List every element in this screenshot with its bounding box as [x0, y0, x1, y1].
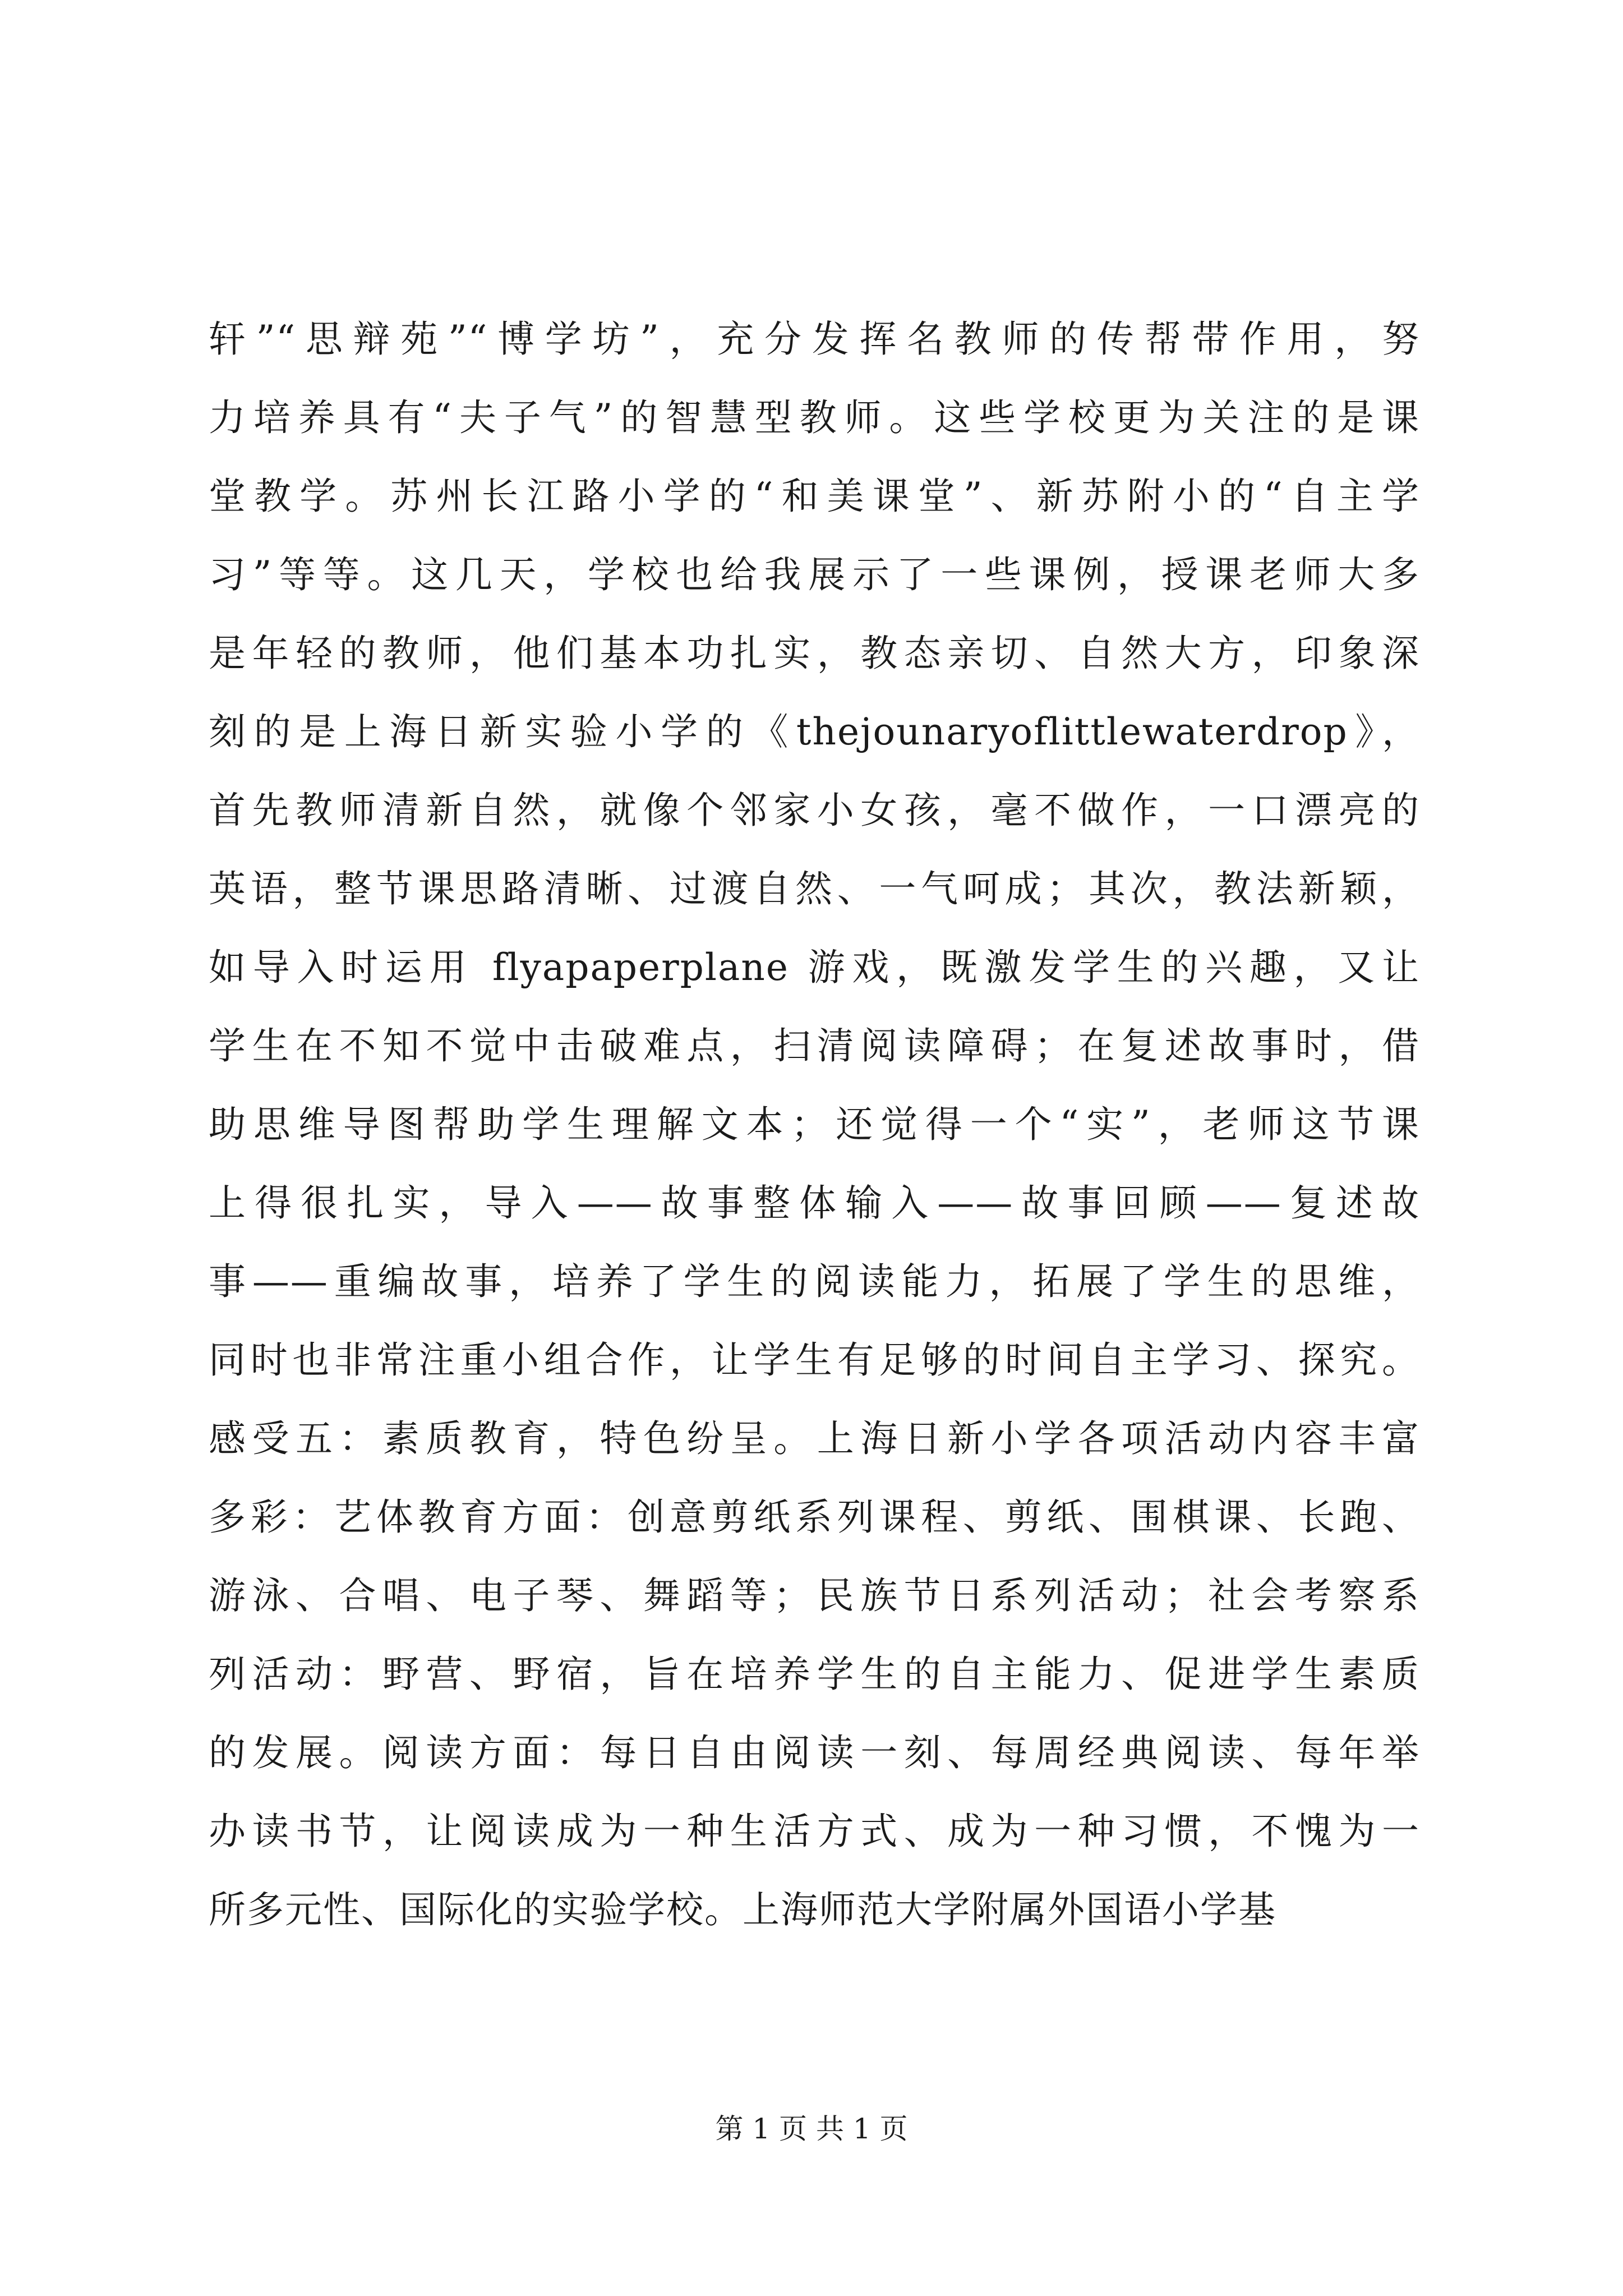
text-line: 同时也非常注重小组合作，让学生有足够的时间自主学习、探究。 [209, 1338, 1420, 1382]
page-footer: 第 1 页 共 1 页 [715, 2113, 908, 2145]
text-line: 刻的是上海日新实验小学的《thejounaryoflittlewaterdrop》， [209, 710, 1420, 753]
text-line: 游泳、合唱、电子琴、舞蹈等；民族节日系列活动；社会考察系 [209, 1574, 1420, 1617]
text-line: 感受五：素质教育，特色纷呈。上海日新小学各项活动内容丰富 [209, 1417, 1420, 1460]
body-text [209, 300, 1420, 1949]
text-line: 多彩：艺体教育方面：创意剪纸系列课程、剪纸、围棋课、长跑、 [209, 1496, 1420, 1539]
text-line: 轩”“思辩苑”“博学坊”，充分发挥名教师的传帮带作用，努 [209, 318, 1420, 361]
text-line: 所多元性、国际化的实验学校。上海师范大学附属外国语小学基 [209, 1888, 1276, 1931]
text-line: 上得很扎实，导入——故事整体输入——故事回顾——复述故 [209, 1181, 1420, 1225]
text-line: 是年轻的教师，他们基本功扎实，教态亲切、自然大方，印象深 [209, 632, 1420, 675]
text-line: 列活动：野营、野宿，旨在培养学生的自主能力、促进学生素质 [209, 1653, 1420, 1696]
text-line: 事——重编故事，培养了学生的阅读能力，拓展了学生的思维， [209, 1260, 1420, 1303]
text-line: 力培养具有“夫子气”的智慧型教师。这些学校更为关注的是课 [209, 396, 1420, 439]
text-line: 堂教学。苏州长江路小学的“和美课堂”、新苏附小的“自主学 [209, 475, 1420, 518]
text-line: 助思维导图帮助学生理解文本；还觉得一个“实”，老师这节课 [209, 1103, 1420, 1146]
text-line: 英语，整节课思路清晰、过渡自然、一气呵成；其次，教法新颖， [209, 867, 1420, 910]
text-line: 的发展。阅读方面：每日自由阅读一刻、每周经典阅读、每年举 [209, 1731, 1420, 1774]
text-line: 如导入时运用 flyapaperplane 游戏，既激发学生的兴趣，又让 [209, 946, 1420, 989]
text-line: 办读书节，让阅读成为一种生活方式、成为一种习惯，不愧为一 [209, 1810, 1420, 1853]
text-line: 习”等等。这几天，学校也给我展示了一些课例，授课老师大多 [209, 553, 1420, 596]
text-line: 首先教师清新自然，就像个邻家小女孩，毫不做作，一口漂亮的 [209, 789, 1420, 832]
text-line: 学生在不知不觉中击破难点，扫清阅读障碍；在复述故事时，借 [209, 1024, 1420, 1068]
